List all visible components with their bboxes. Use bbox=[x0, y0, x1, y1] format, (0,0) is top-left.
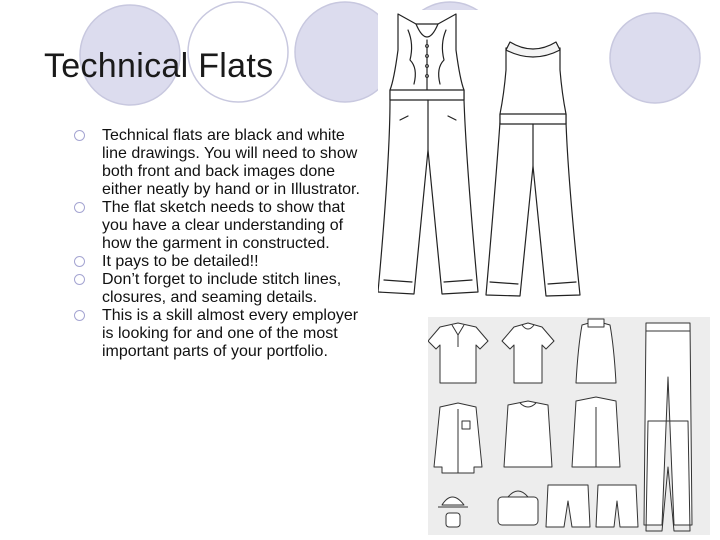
bullet-circle-icon bbox=[74, 310, 85, 321]
bullet-circle-icon bbox=[74, 202, 85, 213]
bullet-item bbox=[74, 199, 364, 253]
jumpsuit-front bbox=[378, 14, 478, 294]
decor-circle bbox=[610, 13, 700, 103]
bullet-text: The flat sketch needs to show that you have a clear understanding of how the garment in constructed. bbox=[102, 199, 345, 252]
jumpsuit-back bbox=[486, 42, 580, 296]
garment-flats-collection-image bbox=[428, 317, 710, 535]
bullet-item bbox=[74, 127, 364, 199]
bullet-item bbox=[74, 271, 364, 307]
bullet-text: This is a skill almost every employer is looking for and one of the most important parts of your portfolio. bbox=[102, 307, 359, 360]
bullet-circle-icon bbox=[74, 130, 85, 141]
bullet-text: Technical flats are black and white line drawings. You will need to show both front and back images done either neatly by hand or in Illustrator. bbox=[102, 127, 360, 198]
cardigan-flat bbox=[572, 397, 620, 467]
bullet-circle-icon bbox=[74, 274, 85, 285]
bullet-text: It pays to be detailed!! bbox=[102, 253, 259, 270]
bullet-text: Don’t forget to include stitch lines, closures, and seaming details. bbox=[102, 271, 342, 306]
jumpsuit-flat-image bbox=[378, 10, 603, 308]
shirt-flat bbox=[434, 403, 482, 473]
bullet-item bbox=[74, 253, 364, 271]
bullet-item bbox=[74, 307, 364, 361]
bullet-list bbox=[74, 127, 364, 361]
sleeveless-top-flat bbox=[576, 319, 616, 383]
slide-title: Technical Flats bbox=[44, 47, 274, 85]
sweater-flat bbox=[504, 401, 552, 467]
bullet-circle-icon bbox=[74, 256, 85, 267]
